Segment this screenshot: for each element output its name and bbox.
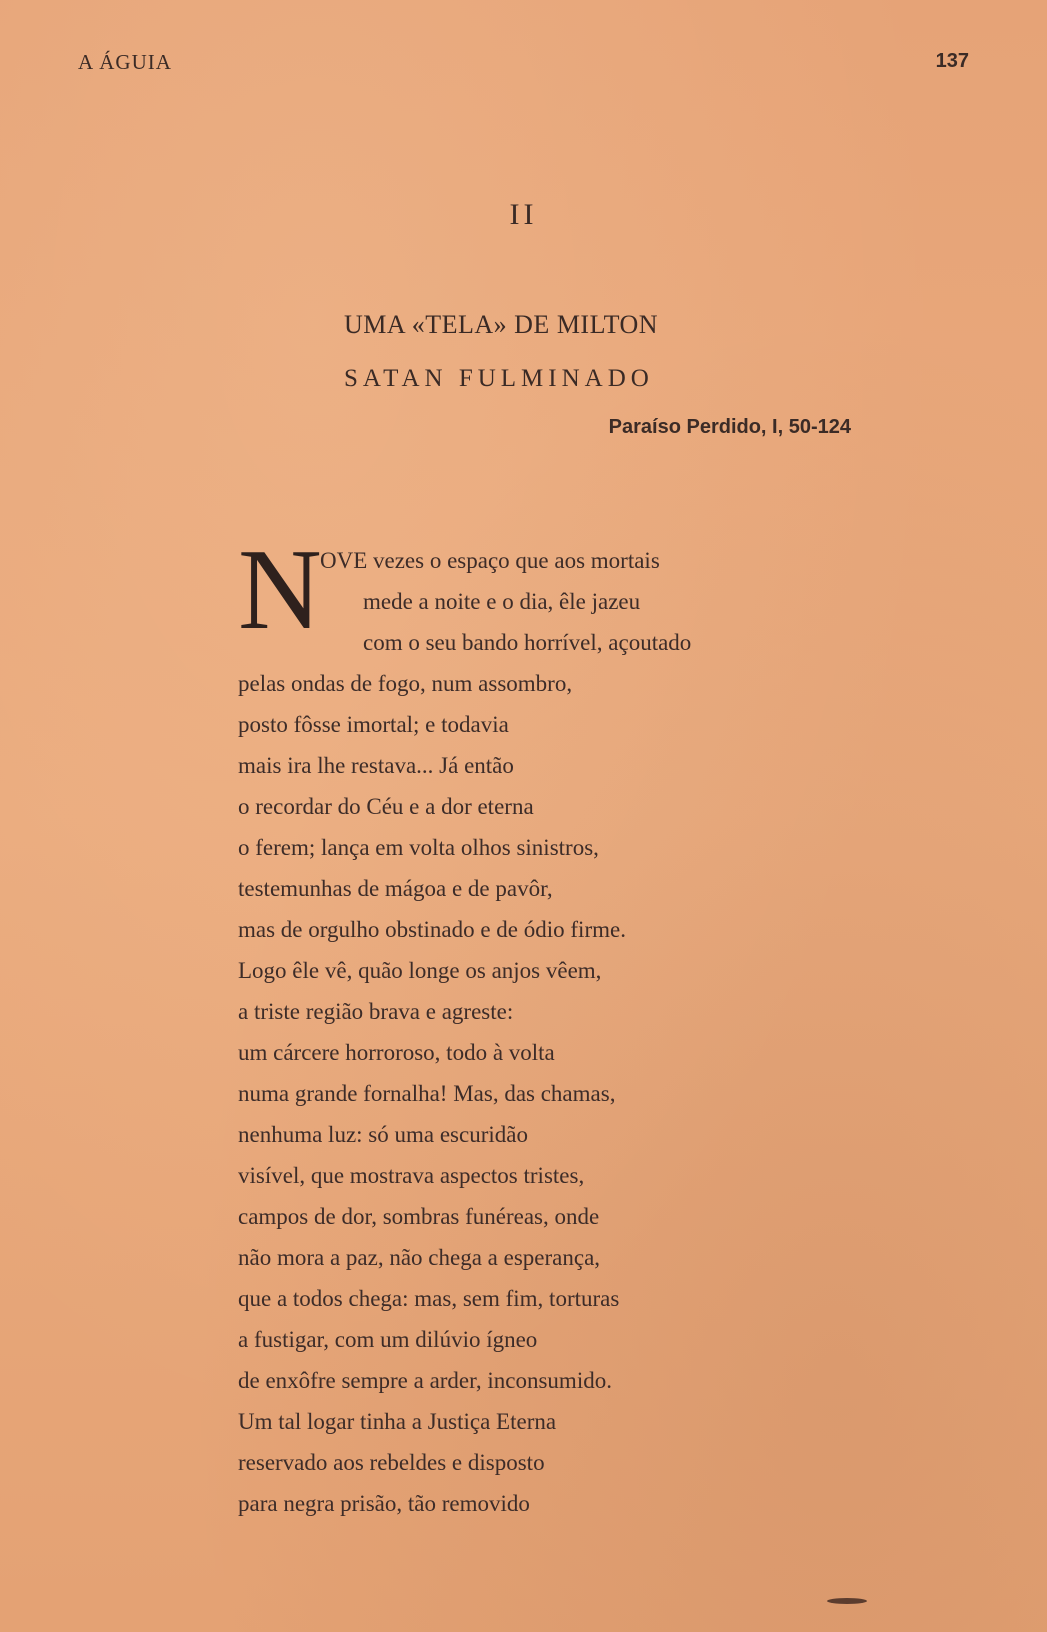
verse-line: para negra prisão, tão removido (238, 1491, 530, 1516)
verse-line: a triste região brava e agreste: (238, 999, 514, 1024)
verse-line: posto fôsse imortal; e todavia (238, 712, 509, 737)
first-line-text: OVE vezes o espaço que aos mortais (320, 548, 660, 573)
verse-line: mais ira lhe restava... Já então (238, 753, 514, 778)
section-number: II (509, 198, 538, 231)
ink-smudge (827, 1598, 867, 1604)
journal-title: A ÁGUIA (78, 50, 172, 74)
verse-line: mede a noite e o dia, êle jazeu (363, 589, 641, 614)
verse-line: mas de orgulho obstinado e de ódio firme. (238, 917, 626, 942)
verse-line: não mora a paz, não chega a esperança, (238, 1245, 601, 1270)
page-number: 137 (935, 50, 969, 72)
poem-subtitle: SATAN FULMINADO (344, 365, 654, 392)
verse-line: campos de dor, sombras funéreas, onde (238, 1204, 600, 1229)
verse-line: numa grande fornalha! Mas, das chamas, (238, 1081, 616, 1106)
poem-body (238, 526, 838, 1524)
verse-line: que a todos chega: mas, sem fim, torturas (238, 1286, 620, 1311)
verse-line: o ferem; lança em volta olhos sinistros, (238, 835, 599, 860)
verse-line: de enxôfre sempre a arder, inconsumido. (238, 1368, 612, 1393)
verse-line: com o seu bando horrível, açoutado (363, 630, 692, 655)
verse-line: Um tal logar tinha a Justiça Eterna (238, 1409, 557, 1434)
drop-cap: N (238, 526, 322, 654)
verse-line: testemunhas de mágoa e de pavôr, (238, 876, 553, 901)
verse-line: pelas ondas de fogo, num assombro, (238, 671, 573, 696)
verse-line: o recordar do Céu e a dor eterna (238, 794, 534, 819)
verse-line: visível, que mostrava aspectos tristes, (238, 1163, 585, 1188)
poem-title: UMA «TELA» DE MILTON (344, 310, 659, 339)
verse-line: um cárcere horroroso, todo à volta (238, 1040, 555, 1065)
verse-line: Logo êle vê, quão longe os anjos vêem, (238, 958, 602, 983)
running-head (78, 50, 969, 80)
verse-line: a fustigar, com um dilúvio ígneo (238, 1327, 538, 1352)
verse-line: nenhuma luz: só uma escuridão (238, 1122, 528, 1147)
source-citation: Paraíso Perdido, I, 50-124 (608, 416, 851, 438)
verse-line: reservado aos rebeldes e disposto (238, 1450, 545, 1475)
verse-line-1 (238, 540, 838, 581)
